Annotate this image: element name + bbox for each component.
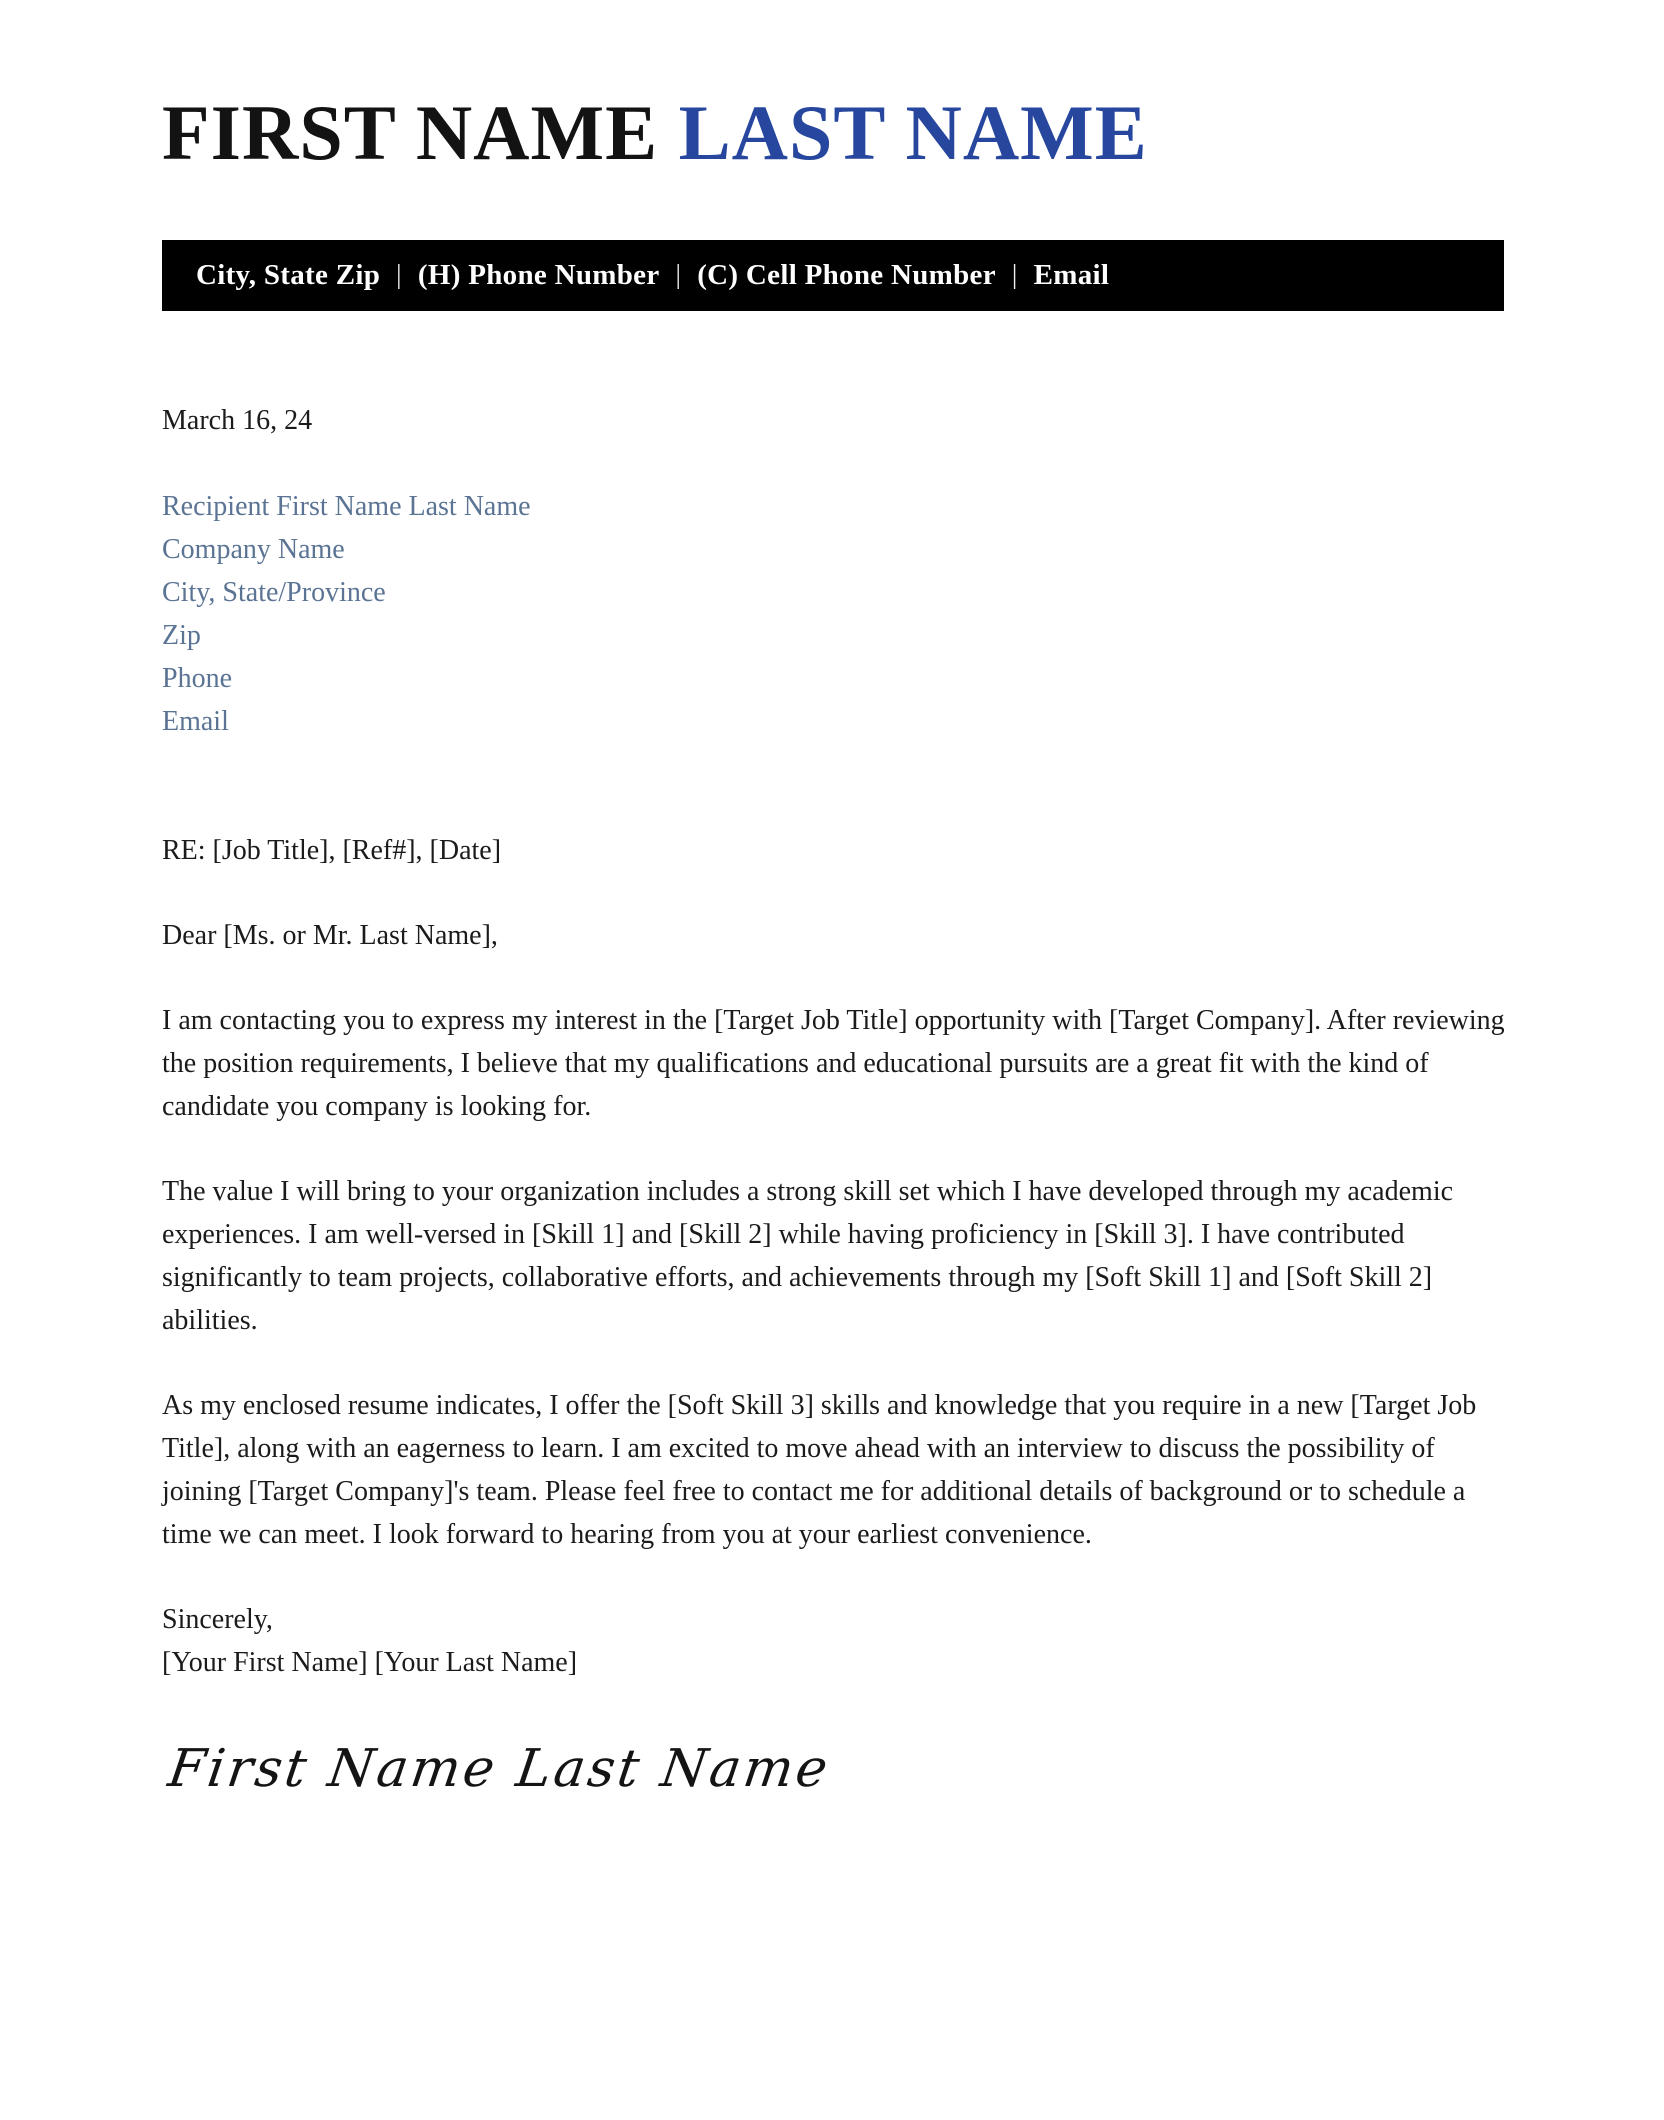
last-name-text: LAST NAME (678, 89, 1148, 176)
recipient-zip-line: Zip (162, 620, 201, 651)
contact-separator: | (1011, 259, 1018, 289)
typed-signature: [Your First Name] [Your Last Name] (162, 1647, 578, 1678)
first-name-text: FIRST NAME (162, 89, 659, 176)
name-space (658, 89, 679, 176)
recipient-city-line: City, State/Province (162, 577, 386, 608)
contact-city-state-zip: City, State Zip (196, 259, 381, 291)
contact-home-phone: (H) Phone Number (417, 259, 660, 291)
page-title (0, 0, 1664, 176)
body-paragraph-2: The value I will bring to your organization includes a strong skill set which I have developed through my academic experiences. I am well-versed in [Skill 1] and [Skill 2] while having proficiency in [Skill 3]. I have contributed significantly to team projects, collaborative efforts, and achievements through my [Soft Skill 1] and [Soft Skill 2] abilities. (162, 1176, 1454, 1336)
contact-email: Email (1033, 259, 1110, 291)
recipient-name-line: Recipient First Name Last Name (162, 491, 531, 522)
recipient-phone-line: Phone (162, 663, 232, 694)
body-paragraph-3: As my enclosed resume indicates, I offer the [Soft Skill 3] skills and knowledge that you require in a new [Target Job Title], along with an eagerness to learn. I am excited to move ahead with an interview to discuss the possibility of joining [Target Company]'s team. Please feel free to contact me for additional details of background or to schedule a time we can meet. I look forward to hearing from you at your earliest convenience. (162, 1390, 1477, 1550)
letter-date: March 16, 24 (162, 405, 313, 436)
valediction: Sincerely, (162, 1604, 273, 1635)
recipient-email-line: Email (162, 706, 229, 737)
contact-info-bar (162, 240, 1504, 311)
closing-block (162, 1598, 1506, 1684)
handwritten-signature: First Name Last Name (164, 1739, 835, 1799)
contact-cell-phone: (C) Cell Phone Number (697, 259, 996, 291)
recipient-company-line: Company Name (162, 534, 345, 565)
letter-body (0, 399, 1664, 1804)
recipient-address-block (162, 485, 1506, 743)
salutation: Dear [Ms. or Mr. Last Name], (162, 920, 498, 951)
signature-row (162, 1684, 1506, 1804)
subject-line: RE: [Job Title], [Ref#], [Date] (162, 835, 502, 866)
contact-separator: | (675, 259, 682, 289)
contact-separator: | (396, 259, 402, 289)
body-paragraph-1: I am contacting you to express my interest in the [Target Job Title] opportunity with [Target Company]. After reviewing the position requirements, I believe that my qualifications and educational pursuits are a great fit with the kind of candidate you company is looking for. (162, 1005, 1505, 1122)
